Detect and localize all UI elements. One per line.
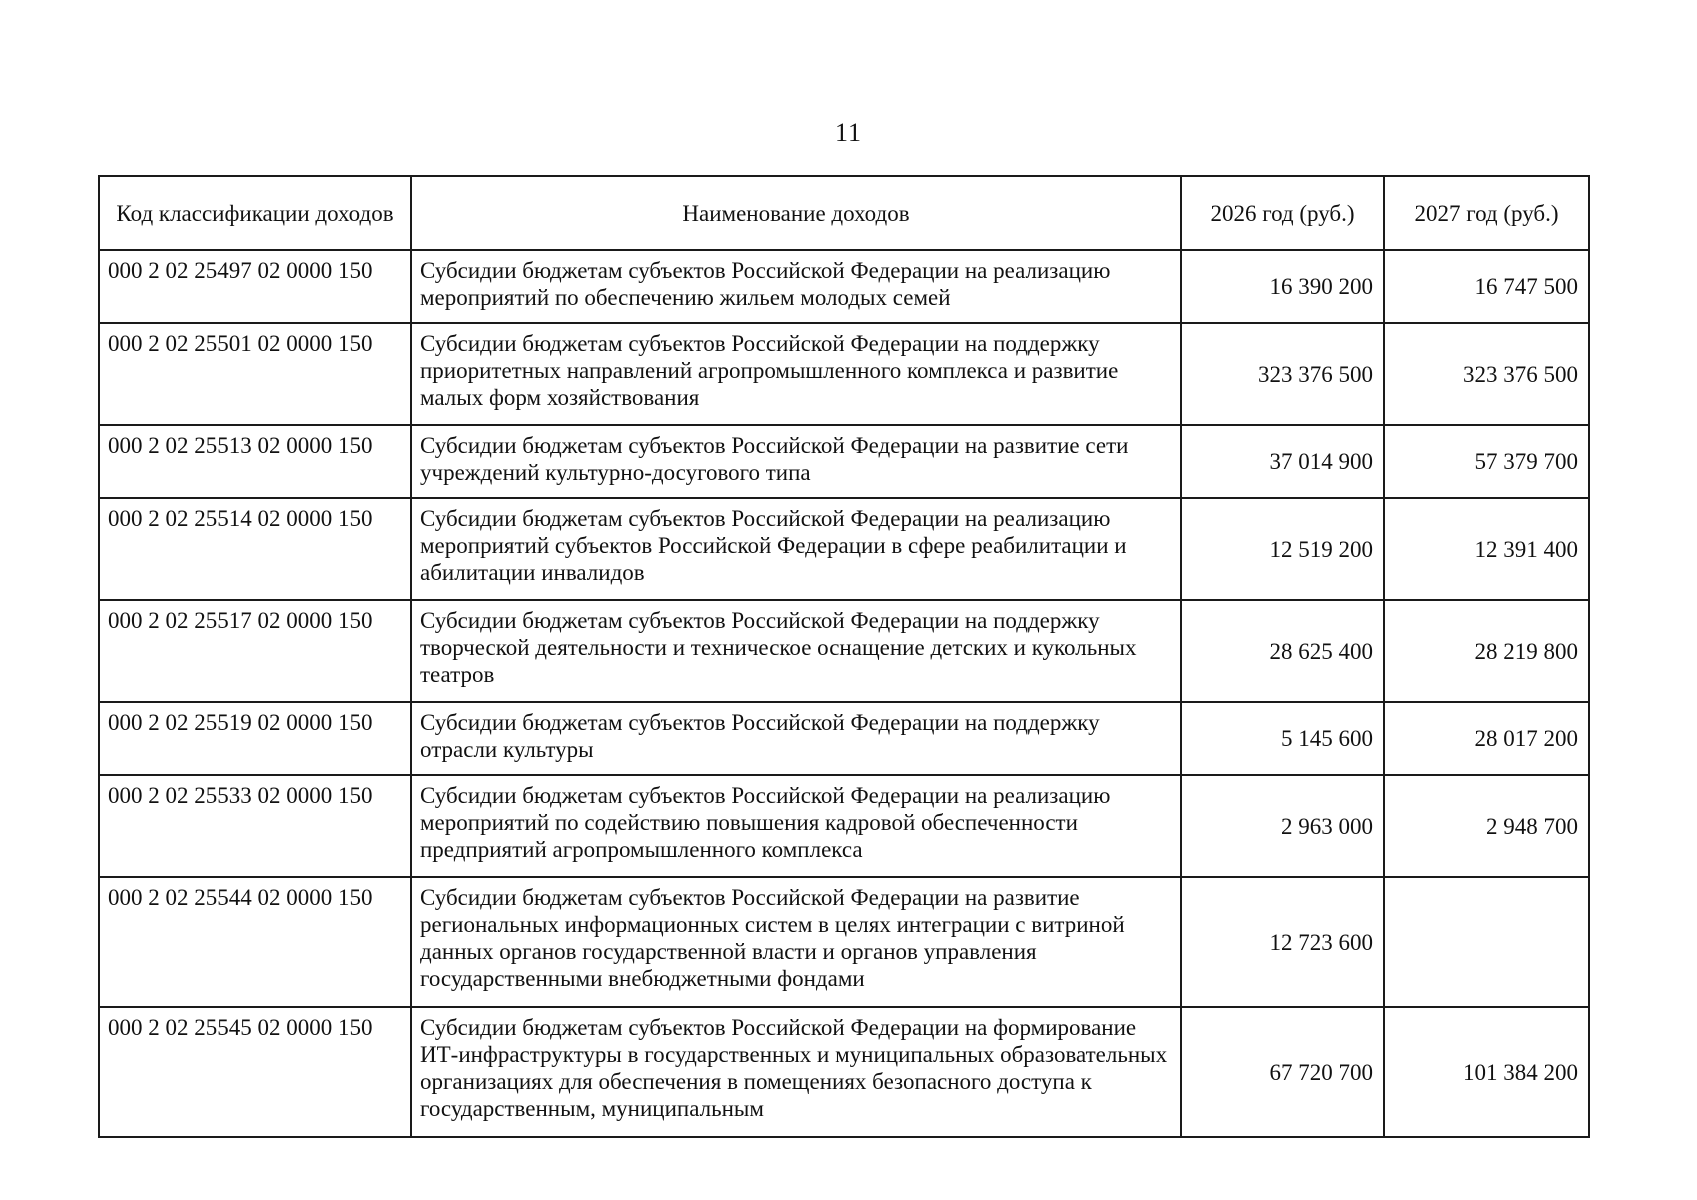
- row-code: 000 2 02 25501 02 0000 150: [99, 323, 411, 425]
- row-name: Субсидии бюджетам субъектов Российской Федерации на развитие сети учреждений культурно-досугового типа: [411, 425, 1181, 498]
- row-value-2026: 67 720 700: [1181, 1007, 1384, 1137]
- row-code: 000 2 02 25514 02 0000 150: [99, 498, 411, 600]
- header-year-2026: 2026 год (руб.): [1181, 176, 1384, 250]
- header-year-2027: 2027 год (руб.): [1384, 176, 1589, 250]
- row-value-2026: 37 014 900: [1181, 425, 1384, 498]
- revenue-table: [98, 175, 1590, 1138]
- row-value-2027: 16 747 500: [1384, 250, 1589, 323]
- row-name: Субсидии бюджетам субъектов Российской Федерации на формирование ИТ-инфраструктуры в государственных и муниципальных образовательных организациях для обеспечения в помещениях безопасного доступа к государственным, муниципальным: [411, 1007, 1181, 1137]
- row-name: Субсидии бюджетам субъектов Российской Федерации на поддержку приоритетных направлений агропромышленного комплекса и развитие малых форм хозяйствования: [411, 323, 1181, 425]
- row-code: 000 2 02 25513 02 0000 150: [99, 425, 411, 498]
- row-code: 000 2 02 25533 02 0000 150: [99, 775, 411, 877]
- table-row: [99, 250, 1589, 323]
- row-name: Субсидии бюджетам субъектов Российской Федерации на реализацию мероприятий по содействию повышения кадровой обеспеченности предприятий агропромышленного комплекса: [411, 775, 1181, 877]
- header-code: Код классификации доходов: [99, 176, 411, 250]
- row-name: Субсидии бюджетам субъектов Российской Федерации на поддержку творческой деятельности и техническое оснащение детских и кукольных театров: [411, 600, 1181, 702]
- row-value-2026: 323 376 500: [1181, 323, 1384, 425]
- row-name: Субсидии бюджетам субъектов Российской Федерации на развитие региональных информационных систем в целях интеграции с витриной данных органов государственной власти и органов управления государственными внебюджетными фондами: [411, 877, 1181, 1007]
- table-row: [99, 702, 1589, 775]
- row-value-2027: 101 384 200: [1384, 1007, 1589, 1137]
- row-code: 000 2 02 25544 02 0000 150: [99, 877, 411, 1007]
- row-value-2027: 28 219 800: [1384, 600, 1589, 702]
- header-name: Наименование доходов: [411, 176, 1181, 250]
- table-row: [99, 498, 1589, 600]
- row-value-2026: 16 390 200: [1181, 250, 1384, 323]
- row-code: 000 2 02 25497 02 0000 150: [99, 250, 411, 323]
- row-value-2027: 12 391 400: [1384, 498, 1589, 600]
- table-row: [99, 877, 1589, 1007]
- row-name: Субсидии бюджетам субъектов Российской Федерации на реализацию мероприятий по обеспечению жильем молодых семей: [411, 250, 1181, 323]
- row-value-2027: 28 017 200: [1384, 702, 1589, 775]
- row-value-2027: 2 948 700: [1384, 775, 1589, 877]
- row-name: Субсидии бюджетам субъектов Российской Федерации на реализацию мероприятий субъектов Российской Федерации в сфере реабилитации и абилитации инвалидов: [411, 498, 1181, 600]
- row-value-2026: 12 519 200: [1181, 498, 1384, 600]
- table-row: [99, 600, 1589, 702]
- page-number: 11: [834, 118, 863, 147]
- row-value-2026: 12 723 600: [1181, 877, 1384, 1007]
- row-code: 000 2 02 25519 02 0000 150: [99, 702, 411, 775]
- table-row: [99, 425, 1589, 498]
- row-code: 000 2 02 25517 02 0000 150: [99, 600, 411, 702]
- table-header-row: [99, 176, 1589, 250]
- row-value-2027: 57 379 700: [1384, 425, 1589, 498]
- row-code: 000 2 02 25545 02 0000 150: [99, 1007, 411, 1137]
- row-name: Субсидии бюджетам субъектов Российской Федерации на поддержку отрасли культуры: [411, 702, 1181, 775]
- table-row: [99, 1007, 1589, 1137]
- table-row: [99, 775, 1589, 877]
- table-row: [99, 323, 1589, 425]
- row-value-2026: 28 625 400: [1181, 600, 1384, 702]
- row-value-2026: 2 963 000: [1181, 775, 1384, 877]
- row-value-2027: 323 376 500: [1384, 323, 1589, 425]
- row-value-2026: 5 145 600: [1181, 702, 1384, 775]
- row-value-2027: [1384, 877, 1589, 1007]
